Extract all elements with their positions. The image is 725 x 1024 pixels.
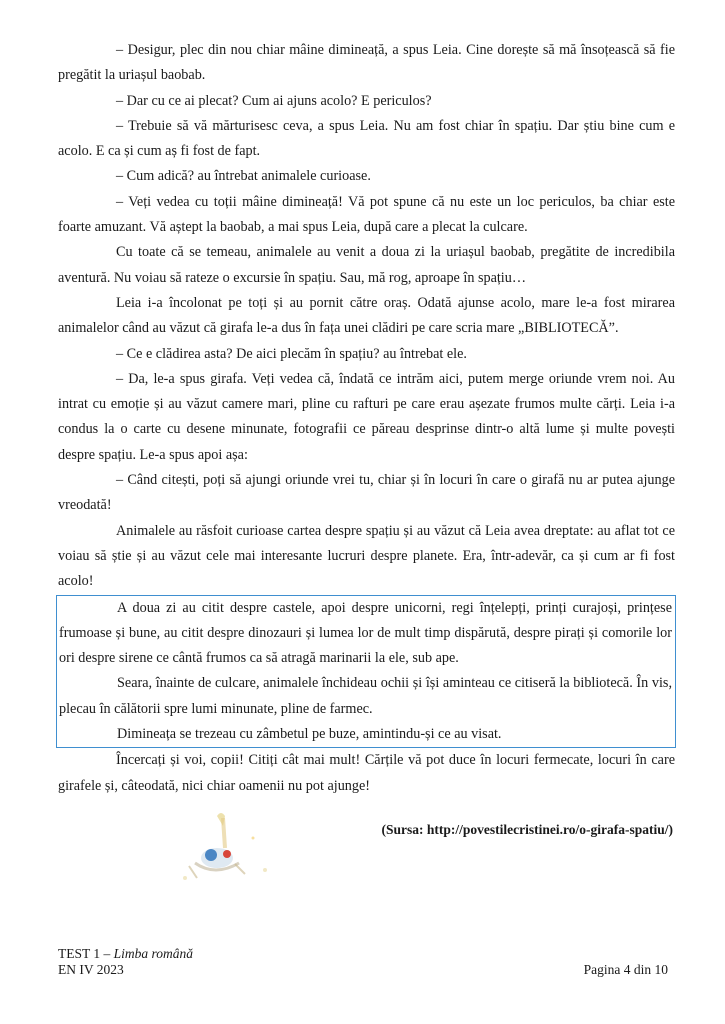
paragraph: Cu toate că se temeau, animalele au venit a doua zi la uriașul baobab, pregătite de incredibila aventură. Nu voiau să rateze o excursie în spațiu. Sau, mă rog, aproape în spațiu…	[58, 244, 675, 286]
paragraph: – Trebuie să vă mărturisesc ceva, a spus Leia. Nu am fost chiar în spațiu. Dar știu bine cum e acolo. E ca și cum aș fi fost de fapt.	[58, 117, 675, 160]
paragraph: – Da, le-a spus girafa. Veți vedea că, îndată ce intrăm aici, putem merge oriunde vrem noi. Au intrat cu emoție și au văzut camere mari, pline cu rafturi pe care erau așezate frumos multe cărți. Leia i-a condus la o carte cu desene minunate, fotografii ce păreau desprinse dintr-o altă lume și multe povești despre spațiu. Le-a spus apoi așa:	[58, 370, 675, 463]
subject-name: Limba română	[113, 946, 194, 961]
source-citation: (Sursa: http://povestilecristinei.ro/o-girafa-spatiu/)	[381, 822, 673, 837]
highlighted-passage-box	[56, 595, 676, 749]
paragraph: – Dar cu ce ai plecat? Cum ai ajuns acolo? E periculos?	[116, 92, 432, 109]
paragraph: A doua zi au citit despre castele, apoi despre unicorni, regi înțelepți, prinți curajoși, prințese frumoase și bune, au citit despre dinozauri și lumea lor de mult timp dispărută, despre pirați și comorile lor ori despre sirene ce cântă frumos ca să atragă marinarii la ele, sub ape.	[59, 599, 672, 667]
page-number: Pagina 4 din 10	[583, 962, 668, 977]
exam-label: EN IV 2023	[58, 962, 124, 977]
paragraph: Animalele au răsfoit curioase cartea despre spațiu și au văzut că Leia avea dreptate: au aflat tot ce voiau să știe și au văzut cele mai interesante lucruri despre planete. Era, într-adevăr, ca și cum ar fi fost acolo!	[58, 522, 675, 590]
page-footer	[58, 946, 668, 978]
paragraph: – Desigur, plec din nou chiar mâine dimineață, a spus Leia. Cine dorește să mă însoțească să fie pregătit la uriașul baobab.	[58, 42, 675, 84]
test-label	[58, 946, 668, 962]
paragraph: – Când citești, poți să ajungi oriunde vrei tu, chiar și în locuri în care o girafă nu ar putea ajunge vreodată!	[58, 472, 675, 514]
paragraph: – Ce e clădirea asta? De aici plecăm în spațiu? au întrebat ele.	[116, 345, 467, 362]
paragraph: Încercați și voi, copii! Citiți cât mai mult! Cărțile vă pot duce în locuri fermecate, locuri în care girafele și, câteodată, nici chiar oamenii nu pot ajunge!	[58, 752, 675, 794]
story-text	[58, 38, 675, 799]
paragraph: – Cum adică? au întrebat animalele curioase.	[116, 168, 371, 185]
paragraph: – Veți vedea cu toții mâine dimineață! Vă pot spune că nu este un loc periculos, ba chiar este foarte amuzant. Vă aștept la baobab, a mai spus Leia, după care a plecat la culcare.	[58, 193, 675, 236]
paragraph: Leia i-a încolonat pe toți și au pornit către oraș. Odată ajunse acolo, mare le-a fost mirarea animalelor când au văzut că girafa le-a dus în fața unei clădiri pe care scria mare „BIBLIOTECĂ”.	[58, 294, 675, 337]
story-paragraphs	[58, 38, 675, 595]
test-number: TEST 1 –	[58, 946, 111, 961]
paragraph: Dimineața se trezeau cu zâmbetul pe buze, amintindu-și ce au visat.	[117, 726, 502, 743]
paragraph: Seara, înainte de culcare, animalele închideau ochii și își aminteau ce citiseră la bibliotecă. În vis, plecau în călătorii spre lumi minunate, pline de farmec.	[59, 675, 672, 717]
giraffe-illustration	[165, 808, 280, 903]
